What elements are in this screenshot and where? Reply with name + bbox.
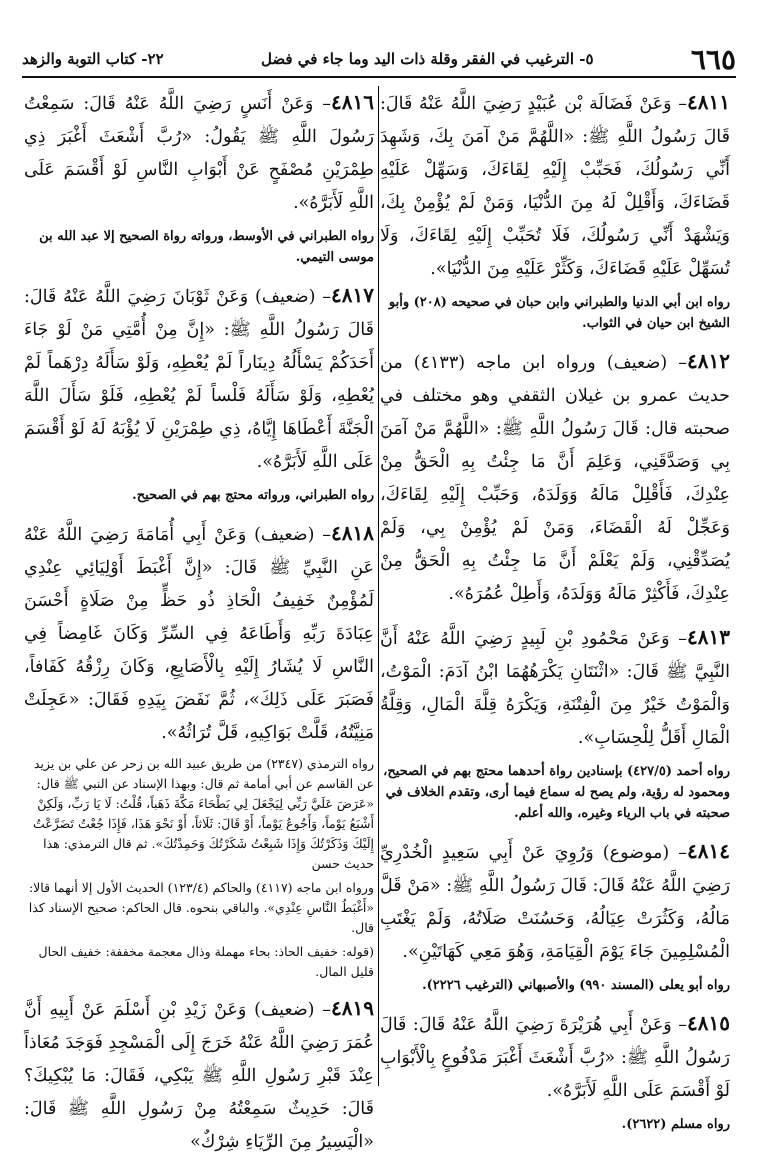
hadith-4811 — [380, 86, 730, 335]
hadith-source: رواه الترمذي (٢٣٤٧) من طريق عبيد الله بن زحر عن علي بن يزيد عن القاسم عن أبي أمامة ثم قال: وبهذا الإسناد عن النبي ﷺ قال: «عَرَضَ عَلَيَّ رَبِّي لِيَجْعَلَ لِي بَطْحَاءَ مَكَّةَ ذَهَباً، قُلْتُ: لَا يَا رَبِّ، وَلَكِنْ أَشْبَعُ يَوْماً، وَأَجُوعُ يَوْماً، أَوْ قَالَ: ثَلَاثاً، أَوْ نَحْوَ هَذَا، فَإِذَا جُعْتُ تَضَرَّعْتُ إِلَيْكَ وَذَكَرْتُكَ وَإِذَا شَبِعْتُ شَكَرْتُكَ وَحَمِدْتُكَ». ثم قال الترمذي: هذا حديث حسن — [33, 756, 374, 871]
left-column — [24, 86, 374, 1169]
hadith-body: – (ضعيف) وَعَنْ زَيْدِ بْنِ أَسْلَمَ عَنْ أَبِيهِ أَنَّ عُمَرَ رَضِيَ اللَّهُ عَنْهُ خَرَجَ إِلَى الْمَسْجِدِ فَوَجَدَ مُعَاذاً عِنْدَ قَبْرِ رَسُولِ اللَّهِ ﷺ يَبْكِي، فَقَالَ: مَا يُبْكِيكَ؟ قَالَ: حَدِيثٌ سَمِعْتُهُ مِنْ رَسُولِ اللَّهِ ﷺ قَالَ: «الْيَسِيرُ مِنَ الرِّيَاءِ شِرْكٌ» — [24, 1000, 374, 1152]
hadith-4814 — [380, 835, 730, 997]
hadith-source: رواه الطبراني، ورواته محتج بهم في الصحيح. — [132, 488, 374, 503]
section-title: ٥- الترغيب في الفقر وقلة ذات اليد وما جاء في فضل — [261, 50, 594, 68]
hadith-4813 — [380, 621, 730, 825]
hadith-body: – وَعَنْ فَضَالَة بْن عُبَيْدٍ رَضِيَ اللَّهُ عَنْهُ قَالَ: قَالَ رَسُولُ اللَّهِ ﷺ: «اللَّهُمَّ مَنْ آمَنَ بِكَ، وَشَهِدَ أَنِّي رَسُولُكَ، فَحَبِّبْ إِلَيْهِ لِقَاءَكَ، وَسَهِّلْ عَلَيْهِ قَضَاءَكَ، وَأَقْلِلْ لَهُ مِنَ الدُّنْيَا، وَمَنْ لَمْ يُؤْمِنْ بِكَ، وَيَشْهَدْ أَنِّي رَسُولُكَ، فَلَا تُحَبِّبْ إِلَيْهِ لِقَاءَكَ، وَلَا تُسَهِّلْ عَلَيْهِ قَضَاءَكَ، وَكَثِّرْ عَلَيْهِ مِنَ الدُّنْيَا». — [380, 94, 730, 279]
hadith-body: – وَعَنْ أَبِي هُرَيْرَةَ رَضِيَ اللَّهُ عَنْهُ قَالَ: قَالَ رَسُولُ اللَّهِ ﷺ: «رُبَّ أَشْعَثَ أَغْبَرَ مَدْفُوعٍ بِالْأَبْوَابِ لَوْ أَقْسَمَ عَلَى اللَّهِ لَأَبَرَّهُ». — [380, 1015, 730, 1101]
hadith-body: – وَعَنْ أَنَسٍ رَضِيَ اللَّهُ عَنْهُ قَالَ: سَمِعْتُ رَسُولَ اللَّهِ ﷺ يَقُولُ: «رُبَّ أَشْعَثَ أَغْبَرَ ذِي طِمْرَيْنِ مُصْفَحٍ عَنْ أَبْوَابِ النَّاسِ لَوْ أَقْسَمَ عَلَى اللَّهِ لَأَبَرَّهُ». — [24, 94, 374, 213]
hadith-text — [380, 345, 730, 611]
hadith-source: رواه أحمد (٤٢٧/٥) بإسنادين رواة أحدهما محتج بهم في الصحيح، ومحمود له رؤية، ولم يصح له سماع فيما أرى، وتقدم الخلاف في صحبته في باب الرياء وغيره، والله أعلم. — [383, 764, 730, 821]
hadith-number: ٤٨١٨ — [331, 521, 374, 545]
hadith-text — [380, 1007, 730, 1108]
hadith-body: – (ضعيف) ورواه ابن ماجه (٤١٣٣) من حديث عمرو بن غيلان الثقفي وهو مختلف في صحبته قال: قَالَ رَسُولُ اللَّهِ ﷺ: «اللَّهُمَّ مَنْ آمَنَ بِي وَصَدَّقَنِي، وَعَلِمَ أَنَّ مَا جِئْتُ بِهِ الْحَقُّ مِنْ عِنْدِكَ، فَأَقْلِلْ مَالَهُ وَوَلَدَهُ، وَحَبِّبْ إِلَيْهِ لِقَاءَكَ، وَعَجِّلْ لَهُ الْقَضَاءَ، وَمَنْ لَمْ يُؤْمِنْ بِي، وَلَمْ يُصَدِّقْنِي، وَلَمْ يَعْلَمْ أَنَّ مَا جِئْتُ بِهِ الْحَقُّ مِنْ عِنْدِكَ، فَأَكْثِرْ مَالَهُ وَوَلَدَهُ، وَأَطِلْ عُمُرَهُ». — [380, 353, 730, 604]
hadith-text — [24, 992, 374, 1159]
hadith-4816 — [24, 86, 374, 269]
hadith-text — [24, 517, 374, 750]
hadith-body: – وَعَنْ مَحْمُودِ بْنِ لَبِيدٍ رَضِيَ اللَّهُ عَنْهُ أَنَّ النَّبِيَّ ﷺ قَالَ: «اثْنَتَانِ يَكْرَهُهُمَا ابْنُ آدَمَ: الْمَوْتُ، وَالْمَوْتُ خَيْرٌ مِنَ الْفِتْنَةِ، وَيَكْرَهُ قِلَّةَ الْمَالِ، وَقِلَّةُ الْمَالِ أَقَلُّ لِلْحِسَابِ». — [380, 629, 730, 748]
hadith-number: ٤٨١٦ — [331, 90, 374, 114]
column-divider — [378, 86, 379, 1086]
right-column — [380, 86, 730, 1146]
hadith-number: ٤٨١٩ — [331, 996, 374, 1020]
hadith-number: ٤٨١٥ — [687, 1011, 730, 1035]
page-header — [22, 42, 736, 78]
hadith-text — [24, 279, 374, 479]
hadith-body: – (ضعيف) وَعَنْ ثَوْبَانَ رَضِيَ اللَّهُ عَنْهُ قَالَ: قَالَ رَسُولُ اللَّهِ ﷺ: «إِنَّ مِنْ أُمَّتِي مَنْ لَوْ جَاءَ أَحَدَكُمْ يَسْأَلُهُ دِينَاراً لَمْ يُعْطِهِ، وَلَوْ سَأَلَهُ دِرْهَماً لَمْ يُعْطِهِ، وَلَوْ سَأَلَهُ فَلْساً لَمْ يُعْطِهِ، فَلَوْ سَأَلَ اللَّهَ الْجَنَّةَ أَعْطَاهَا إِيَّاهُ، ذِي طِمْرَيْنِ لَا يُؤْبَهُ لَهُ لَوْ أَقْسَمَ عَلَى اللَّهِ لَأَبَرَّهُ». — [24, 287, 374, 472]
page-number: ٦٦٥ — [690, 42, 736, 76]
hadith-4812 — [380, 345, 730, 611]
hadith-text — [380, 86, 730, 286]
hadith-source: رواه الطبراني في الأوسط، ورواته رواة الصحيح إلا عبد الله بن موسى التيمي. — [39, 229, 374, 265]
hadith-number: ٤٨١١ — [687, 90, 730, 114]
book-title: ٢٢- كتاب التوبة والزهد — [22, 50, 164, 68]
hadith-4817 — [24, 279, 374, 507]
hadith-source: رواه مسلم (٢٦٢٢). — [621, 1117, 730, 1132]
hadith-text — [380, 621, 730, 755]
hadith-body: – (ضعيف) وَعَنْ أَبِي أُمَامَةَ رَضِيَ اللَّهُ عَنْهُ عَنِ النَّبِيِّ ﷺ قَالَ: «إِنَّ أَغْبَطَ أَوْلِيَائِي عِنْدِي لَمُؤْمِنٌ خَفِيفُ الْحَاذِ ذُو حَظٍّ مِنْ صَلَاةٍ أَحْسَنَ عِبَادَةَ رَبِّهِ وَأَطَاعَهُ فِي السِّرِّ وَكَانَ غَامِضاً فِي النَّاسِ لَا يُشَارُ إِلَيْهِ بِالْأَصَابِعِ، وَكَانَ رِزْقُهُ كَفَافاً، فَصَبَرَ عَلَى ذَلِكَ»، ثُمَّ نَفَضَ بِيَدِهِ فَقَالَ: «عَجِلَتْ مَنِيَّتُهُ، قَلَّتْ بَوَاكِيهِ، قَلَّ تُرَاثُهُ». — [24, 525, 374, 743]
hadith-source: رواه ابن أبي الدنيا والطبراني وابن حبان في صحيحه (٢٠٨) وأبو الشيخ ابن حيان في الثواب. — [388, 295, 730, 331]
hadith-number: ٤٨١٢ — [687, 349, 730, 373]
hadith-number: ٤٨١٣ — [687, 625, 730, 649]
hadith-text — [380, 835, 730, 969]
hadith-text — [24, 86, 374, 220]
hadith-4815 — [380, 1007, 730, 1136]
hadith-4819 — [24, 992, 374, 1159]
hadith-body: – (موضوع) وَرُوِيَ عَنْ أَبِي سَعِيدٍ الْخُدْرِيِّ رَضِيَ اللَّهُ عَنْهُ قَالَ: قَالَ رَسُولُ اللَّهِ ﷺ: «مَنْ قَلَّ مَالُهُ، وَكَثُرَتْ عِيَالُهُ، وَحَسُنَتْ صَلَاتُهُ، وَلَمْ يَغْتَبِ الْمُسْلِمِينَ جَاءَ يَوْمَ الْقِيَامَةِ، وَهُوَ مَعِي كَهَاتَيْنِ». — [380, 843, 730, 962]
hadith-4818 — [24, 517, 374, 982]
hadith-source: رواه أبو يعلى (المسند ٩٩٠) والأصبهاني (الترغيب ٢٢٢٦). — [422, 978, 730, 993]
hadith-number: ٤٨١٧ — [331, 283, 374, 307]
hadith-number: ٤٨١٤ — [687, 839, 730, 863]
hadith-note: ورواه ابن ماجه (٤١١٧) والحاكم (١٢٣/٤) الحديث الأول إلا أنهما قالا: «أَغْبَطُ النَّاسِ عِنْدِي». والباقي بنحوه. قال الحاكم: صحيح الإسناد كذا قال. — [28, 880, 374, 935]
hadith-footnote: (قوله: خفيف الحاذ: بحاء مهملة وذال معجمة مخففة: خفيف الحال قليل المال. — [38, 944, 374, 979]
